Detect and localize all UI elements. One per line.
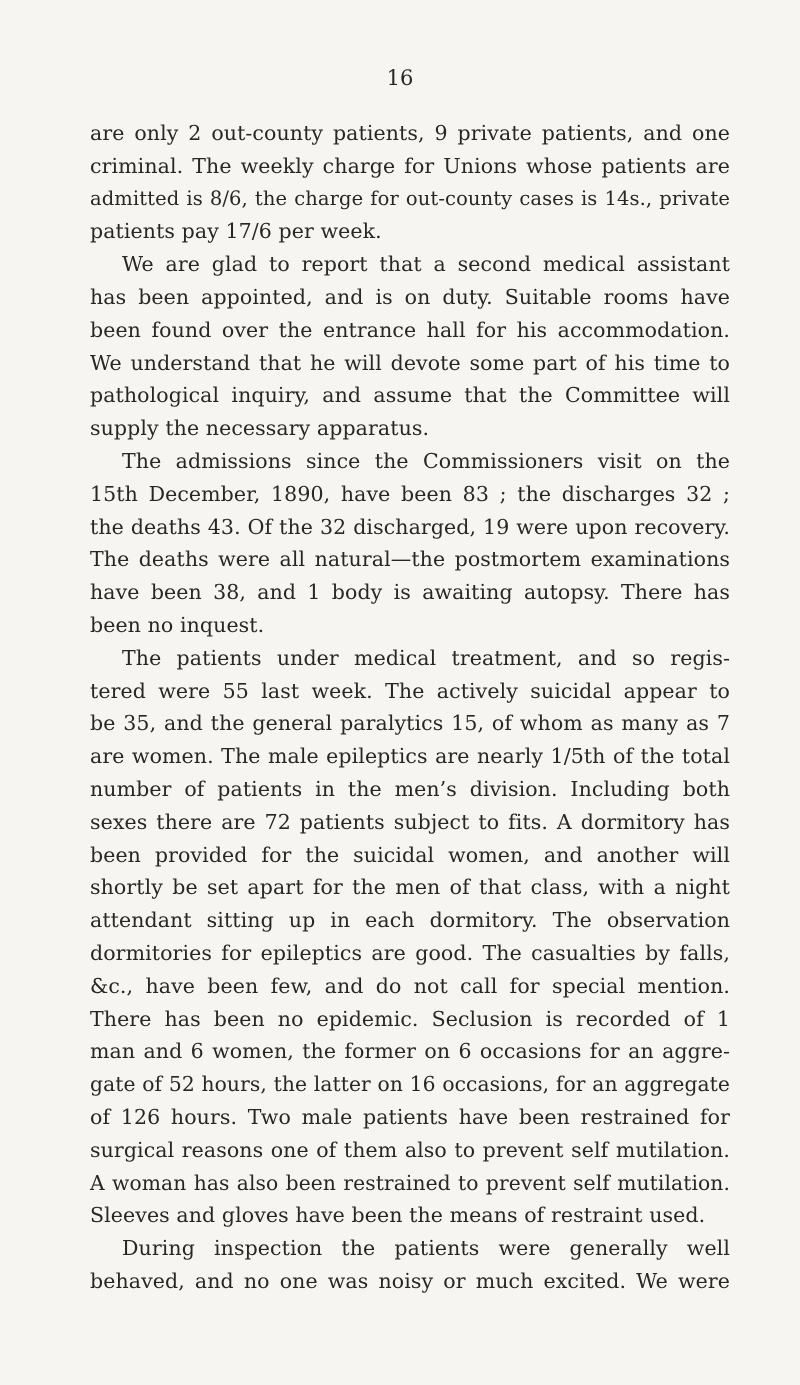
text-line: the deaths 43. Of the 32 discharged, 19 were upon recovery. bbox=[90, 514, 730, 539]
text-line: are only 2 out-county patients, 9 private patients, and one bbox=[90, 121, 730, 145]
page-number: 16 bbox=[386, 66, 414, 90]
text-line: been provided for the suicidal women, and another will bbox=[90, 842, 730, 867]
text-line: 15th December, 1890, have been 83 ; the discharges 32 ; bbox=[90, 481, 730, 506]
text-line: admitted is 8/6, the charge for out-county cases is 14s., private bbox=[90, 186, 730, 210]
text-line: are women. The male epileptics are nearly 1/5th of the total bbox=[90, 744, 730, 769]
text-line: The deaths were all natural—the postmortem examinations bbox=[90, 547, 730, 572]
text-line: been found over the entrance hall for his accommodation. bbox=[90, 317, 730, 342]
text-line: pathological inquiry, and assume that the Committee will bbox=[90, 383, 730, 408]
text-line: number of patients in the men’s division. Including both bbox=[90, 776, 730, 801]
text-line: surgical reasons one of them also to prevent self mutilation. bbox=[90, 1137, 730, 1162]
text-line: We are glad to report that a second medical assistant bbox=[122, 252, 730, 277]
text-line: Sleeves and gloves have been the means of restraint used. bbox=[90, 1203, 706, 1228]
text-line: &c., have been few, and do not call for special mention. bbox=[90, 973, 730, 998]
text-line: tered were 55 last week. The actively suicidal appear to bbox=[90, 678, 730, 703]
body-text bbox=[90, 117, 730, 1298]
text-line: gate of 52 hours, the latter on 16 occasions, for an aggregate bbox=[90, 1072, 730, 1097]
text-line: A woman has also been restrained to prevent self mutilation. bbox=[90, 1170, 730, 1195]
text-line: dormitories for epileptics are good. The casualties by falls, bbox=[90, 940, 730, 965]
text-line: has been appointed, and is on duty. Suitable rooms have bbox=[90, 284, 730, 309]
text-line: criminal. The weekly charge for Unions whose patients are bbox=[90, 153, 730, 178]
text-line: man and 6 women, the former on 6 occasions for an aggre- bbox=[90, 1039, 730, 1064]
text-line: During inspection the patients were generally well bbox=[122, 1236, 730, 1261]
text-line: attendant sitting up in each dormitory. The observation bbox=[90, 908, 730, 933]
text-line: We understand that he will devote some part of his time to bbox=[90, 350, 730, 375]
text-line: been no inquest. bbox=[90, 612, 265, 637]
text-line: There has been no epidemic. Seclusion is recorded of 1 bbox=[90, 1006, 730, 1031]
text-line: shortly be set apart for the men of that class, with a night bbox=[90, 875, 730, 900]
text-line: have been 38, and 1 body is awaiting autopsy. There has bbox=[90, 580, 730, 605]
text-line: be 35, and the general paralytics 15, of whom as many as 7 bbox=[90, 711, 730, 736]
text-line: The patients under medical treatment, and so regis- bbox=[122, 645, 730, 670]
text-line: patients pay 17/6 per week. bbox=[90, 219, 382, 244]
text-line: supply the necessary apparatus. bbox=[90, 416, 430, 441]
text-line: sexes there are 72 patients subject to fits. A dormitory has bbox=[90, 809, 730, 834]
text-line: behaved, and no one was noisy or much excited. We were bbox=[90, 1268, 730, 1293]
text-line: of 126 hours. Two male patients have been restrained for bbox=[90, 1104, 730, 1129]
text-line: The admissions since the Commissioners visit on the bbox=[122, 448, 730, 473]
